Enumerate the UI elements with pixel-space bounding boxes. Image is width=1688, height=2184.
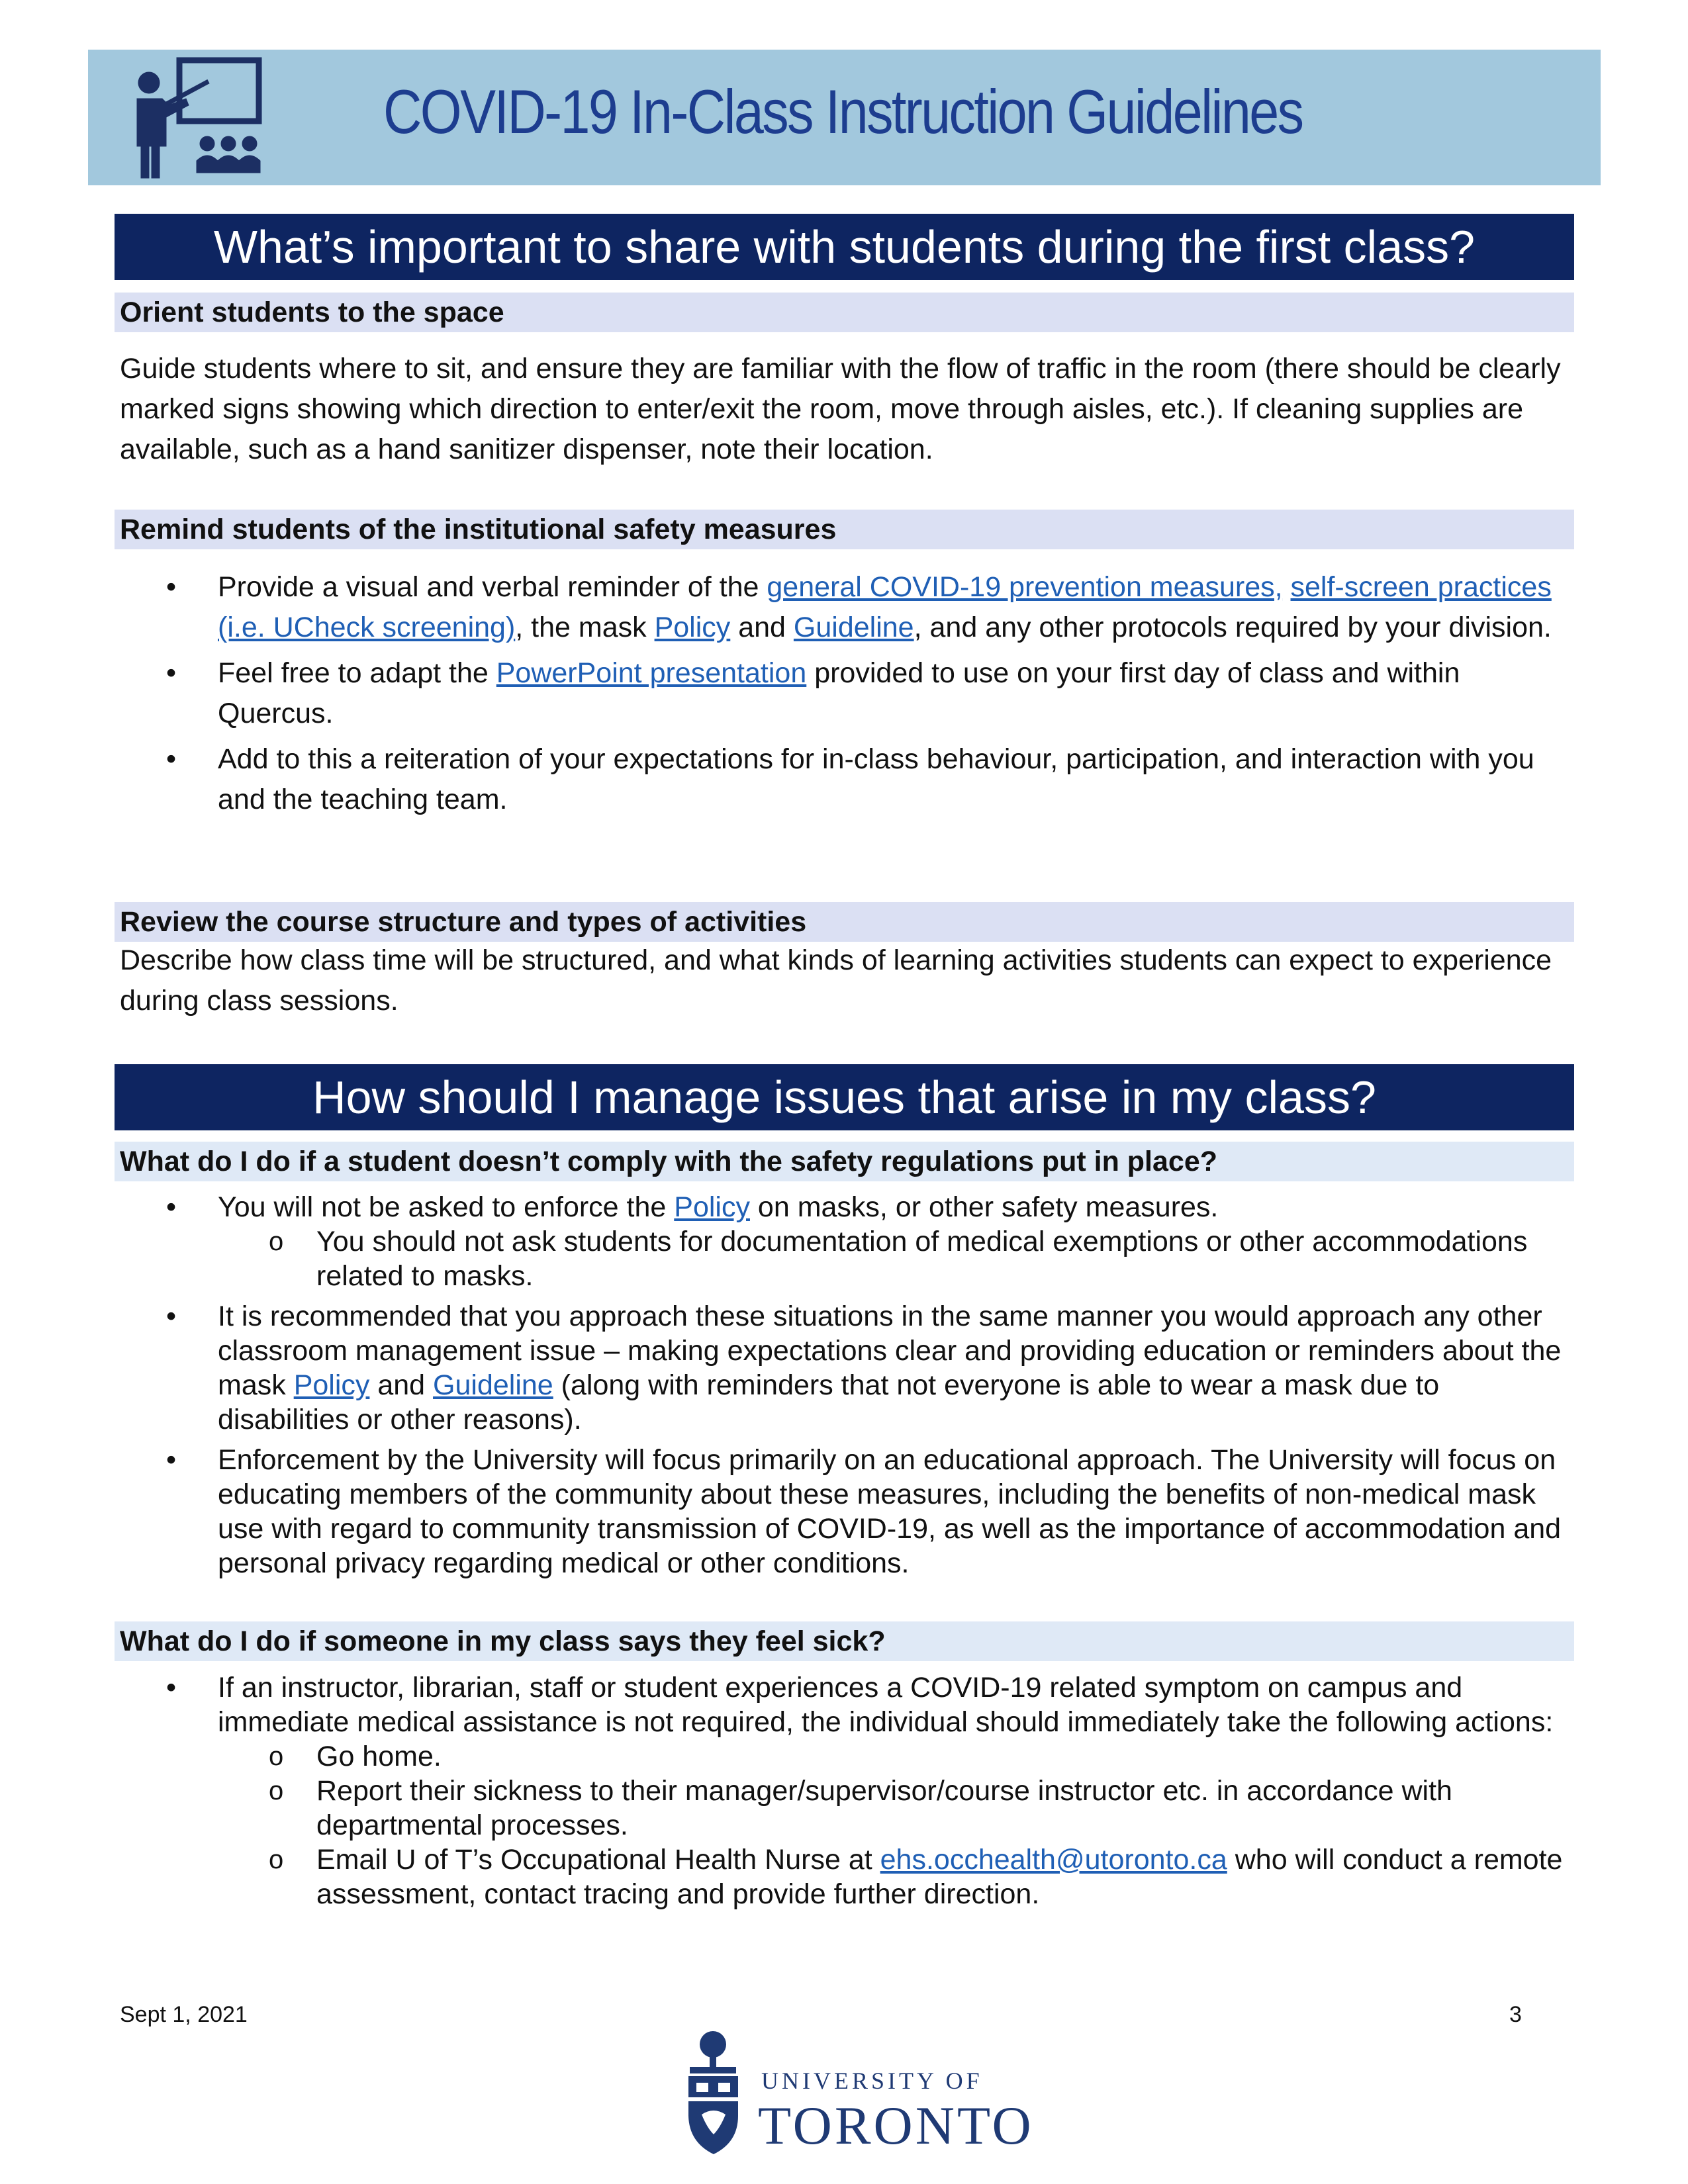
paragraph-review: Describe how class time will be structured, and what kinds of learning activities students can expect to experience during class sessions. [120, 944, 1552, 1017]
link-policy[interactable]: Policy [674, 1191, 750, 1223]
text: who will conduct a remote assessment, contact tracing and provide further direction. [316, 1844, 1563, 1910]
subheading-sick: What do I do if someone in my class says they feel sick? [115, 1621, 1574, 1661]
list-sick [120, 1670, 1576, 1917]
text: provided to use on your first day of class and within Quercus. [218, 657, 1460, 729]
subheading-remind: Remind students of the institutional safety measures [115, 510, 1574, 549]
subheading-review: Review the course structure and types of activities [115, 902, 1574, 942]
list-item: • Enforcement by the University will focus primarily on an educational approach. The University will focus on educating members of the community about these measures, including the benefits of non-medical mask use with regard to community transmission of COVID-19, as well as the importance of accommodation and personal privacy regarding medical or other conditions. [120, 1443, 1576, 1580]
subheading-orient: Orient students to the space [115, 293, 1574, 332]
logo-text-toronto: TORONTO [758, 2095, 1034, 2156]
list-item [120, 567, 1576, 648]
teacher-presentation-icon [128, 55, 267, 181]
list-item: • Add to this a reiteration of your expectations for in-class behaviour, participation, and interaction with you and the teaching team. [120, 739, 1576, 820]
text: It is recommended that you approach these situations in the same manner you would approach any other classroom management issue – making expectations clear and providing education or reminders about the mask [218, 1300, 1562, 1401]
list-item [120, 1190, 1576, 1293]
text: Feel free to adapt the [218, 657, 496, 689]
sub-list [218, 1739, 1576, 1911]
sub-list-item: o Report their sickness to their manager/supervisor/course instructor etc. in accordance with departmental processes. [217, 1774, 1576, 1843]
footer-date: Sept 1, 2021 [120, 2002, 248, 2027]
text: on masks, or other safety measures. [749, 1191, 1219, 1223]
title-banner [88, 50, 1601, 185]
link-guideline[interactable]: Guideline [793, 612, 914, 643]
list-item [120, 653, 1576, 734]
university-logo [682, 2028, 1034, 2161]
section-heading-first-class: What’s important to share with students during the first class? [115, 214, 1574, 280]
university-crest-icon [682, 2028, 745, 2161]
sub-list [218, 1224, 1576, 1293]
link-email-occhealth[interactable]: ehs.occhealth@utoronto.ca [880, 1844, 1227, 1876]
text: , and any other protocols required by your division. [914, 612, 1552, 643]
list-item [120, 1299, 1576, 1437]
subheading-comply: What do I do if a student doesn’t comply with the safety regulations put in place? [115, 1142, 1574, 1181]
text: and [730, 612, 794, 643]
link-guideline[interactable]: Guideline [433, 1369, 553, 1401]
link-policy[interactable]: Policy [293, 1369, 370, 1401]
link-powerpoint[interactable]: PowerPoint presentation [496, 657, 807, 689]
text [1283, 571, 1291, 603]
section-heading-manage-issues: How should I manage issues that arise in my class? [115, 1064, 1574, 1130]
sub-list-item: o You should not ask students for documentation of medical exemptions or other accommodations related to masks. [217, 1224, 1576, 1293]
text: (along with reminders that not everyone is able to wear a mask due to disabilities or other reasons). [218, 1369, 1440, 1435]
text: Email U of T’s Occupational Health Nurse at [316, 1844, 880, 1876]
paragraph-orient: Guide students where to sit, and ensure they are familiar with the flow of traffic in the room (there should be clearly marked signs showing which direction to enter/exit the room, move through aisles, etc.). If cleaning supplies are available, such as a hand sanitizer dispenser, note their location. [120, 353, 1561, 465]
text: You will not be asked to enforce the [218, 1191, 675, 1223]
page-number: 3 [1509, 2002, 1522, 2027]
sub-list-item [217, 1843, 1576, 1911]
list-remind [120, 567, 1576, 825]
list-comply [120, 1190, 1576, 1586]
text: and [369, 1369, 434, 1401]
text: Provide a visual and verbal reminder of the [218, 571, 767, 603]
text: If an instructor, librarian, staff or student experiences a COVID-19 related symptom on campus and immediate medical assistance is not required, the individual should immediately take the following actions: [218, 1672, 1554, 1738]
link-policy[interactable]: Policy [654, 612, 731, 643]
sub-list-item: o Go home. [217, 1739, 1576, 1774]
list-item [120, 1670, 1576, 1911]
text: , the mask [515, 612, 655, 643]
link-prevention-measures[interactable]: general COVID-19 prevention measures, [767, 571, 1283, 603]
logo-text-university-of: UNIVERSITY OF [761, 2068, 983, 2094]
link-self-screen[interactable]: self-screen practices (i.e. UCheck screening) [218, 571, 1552, 643]
document-title: COVID-19 In-Class Instruction Guidelines [383, 77, 1303, 146]
